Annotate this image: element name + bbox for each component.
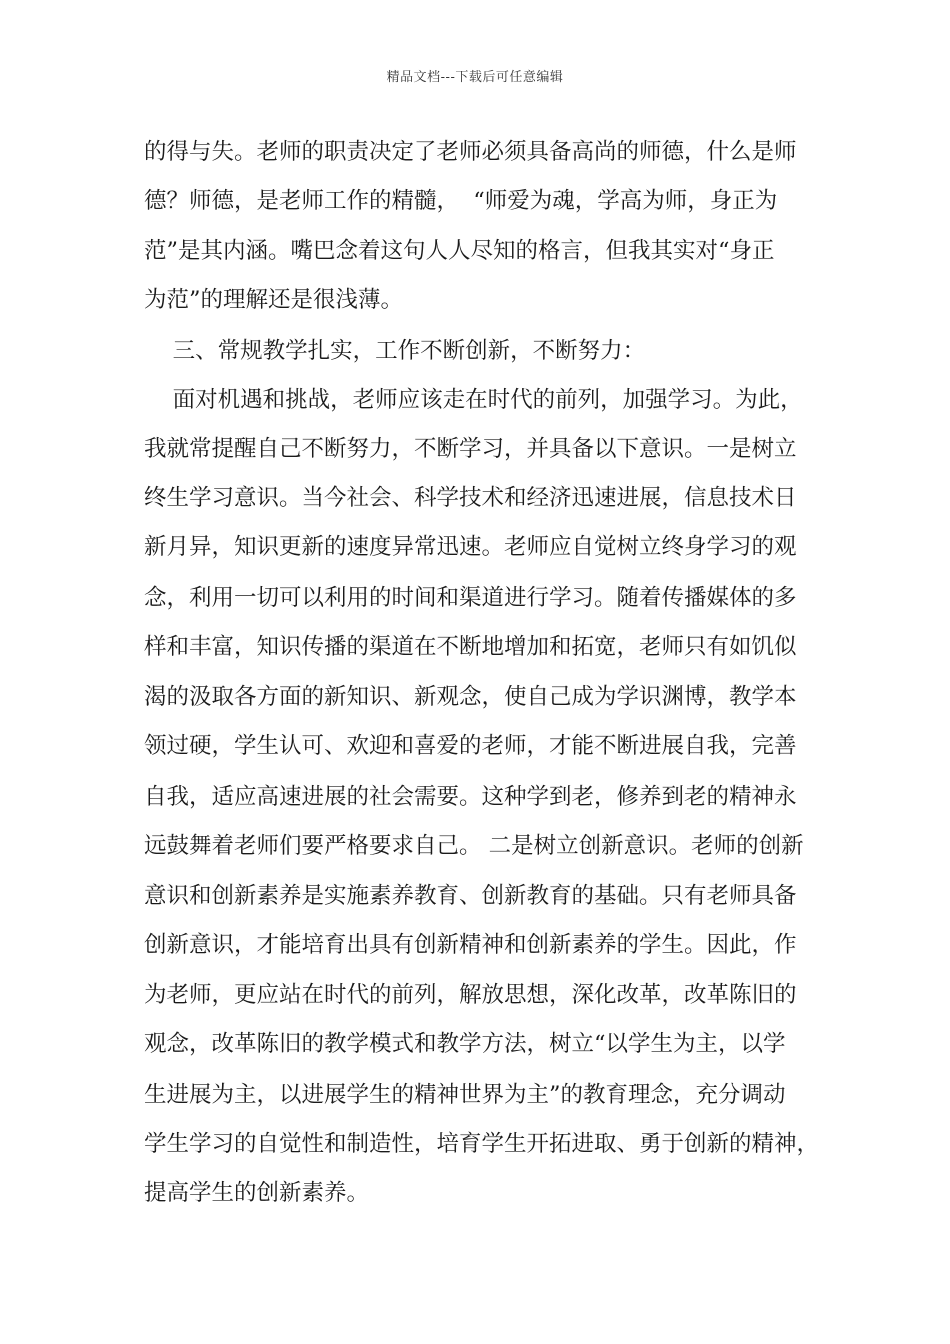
section-heading: 三、常规教学扎实，工作不断创新，不断努力： bbox=[144, 338, 646, 364]
text-line: 领过硬，学生认可、欢迎和喜爱的老师，才能不断进展自我，完善 bbox=[144, 733, 797, 759]
page-header: 精品文档---下载后可任意编辑 bbox=[386, 70, 564, 85]
text-line: 德？师德，是老师工作的精髓， “师爱为魂，学高为师，身正为 bbox=[144, 188, 778, 214]
text-line: 我就常提醒自己不断努力，不断学习，并具备以下意识。一是树立 bbox=[144, 436, 797, 462]
text-line: 新月异，知识更新的速度异常迅速。老师应自觉树立终身学习的观 bbox=[144, 534, 797, 560]
text-line: 终生学习意识。当今社会、科学技术和经济迅速进展，信息技术日 bbox=[144, 485, 797, 511]
text-line: 面对机遇和挑战，老师应该走在时代的前列，加强学习。为此， bbox=[144, 387, 803, 413]
text-line: 念，利用一切可以利用的时间和渠道进行学习。随着传播媒体的多 bbox=[144, 585, 797, 611]
text-line: 的得与失。老师的职责决定了老师必须具备高尚的师德，什么是师 bbox=[144, 139, 797, 165]
text-line: 为老师，更应站在时代的前列，解放思想，深化改革，改革陈旧的 bbox=[144, 982, 797, 1008]
text-line: 生进展为主，以进展学生的精神世界为主”的教育理念，充分调动 bbox=[144, 1082, 786, 1108]
text-line: 样和丰富，知识传播的渠道在不断地增加和拓宽，老师只有如饥似 bbox=[144, 634, 797, 660]
text-line: 学生学习的自觉性和制造性，培育学生开拓进取、勇于创新的精神， bbox=[144, 1131, 820, 1157]
text-line: 自我，适应高速进展的社会需要。这种学到老，修养到老的精神永 bbox=[144, 784, 797, 810]
text-line: 为范”的理解还是很浅薄。 bbox=[144, 287, 404, 313]
text-line: 提高学生的创新素养。 bbox=[144, 1180, 370, 1206]
text-line: 渴的汲取各方面的新知识、新观念，使自己成为学识渊博，教学本 bbox=[144, 684, 797, 710]
text-line: 意识和创新素养是实施素养教育、创新教育的基础。只有老师具备 bbox=[144, 883, 797, 909]
text-line: 范”是其内涵。嘴巴念着这句人人尽知的格言，但我其实对“身正 bbox=[144, 238, 775, 264]
text-line: 观念，改革陈旧的教学模式和教学方法，树立“以学生为主，以学 bbox=[144, 1031, 786, 1057]
text-line: 远鼓舞着老师们要严格要求自己。 二是树立创新意识。老师的创新 bbox=[144, 833, 804, 859]
text-line: 创新意识，才能培育出具有创新精神和创新素养的学生。因此，作 bbox=[144, 932, 797, 958]
